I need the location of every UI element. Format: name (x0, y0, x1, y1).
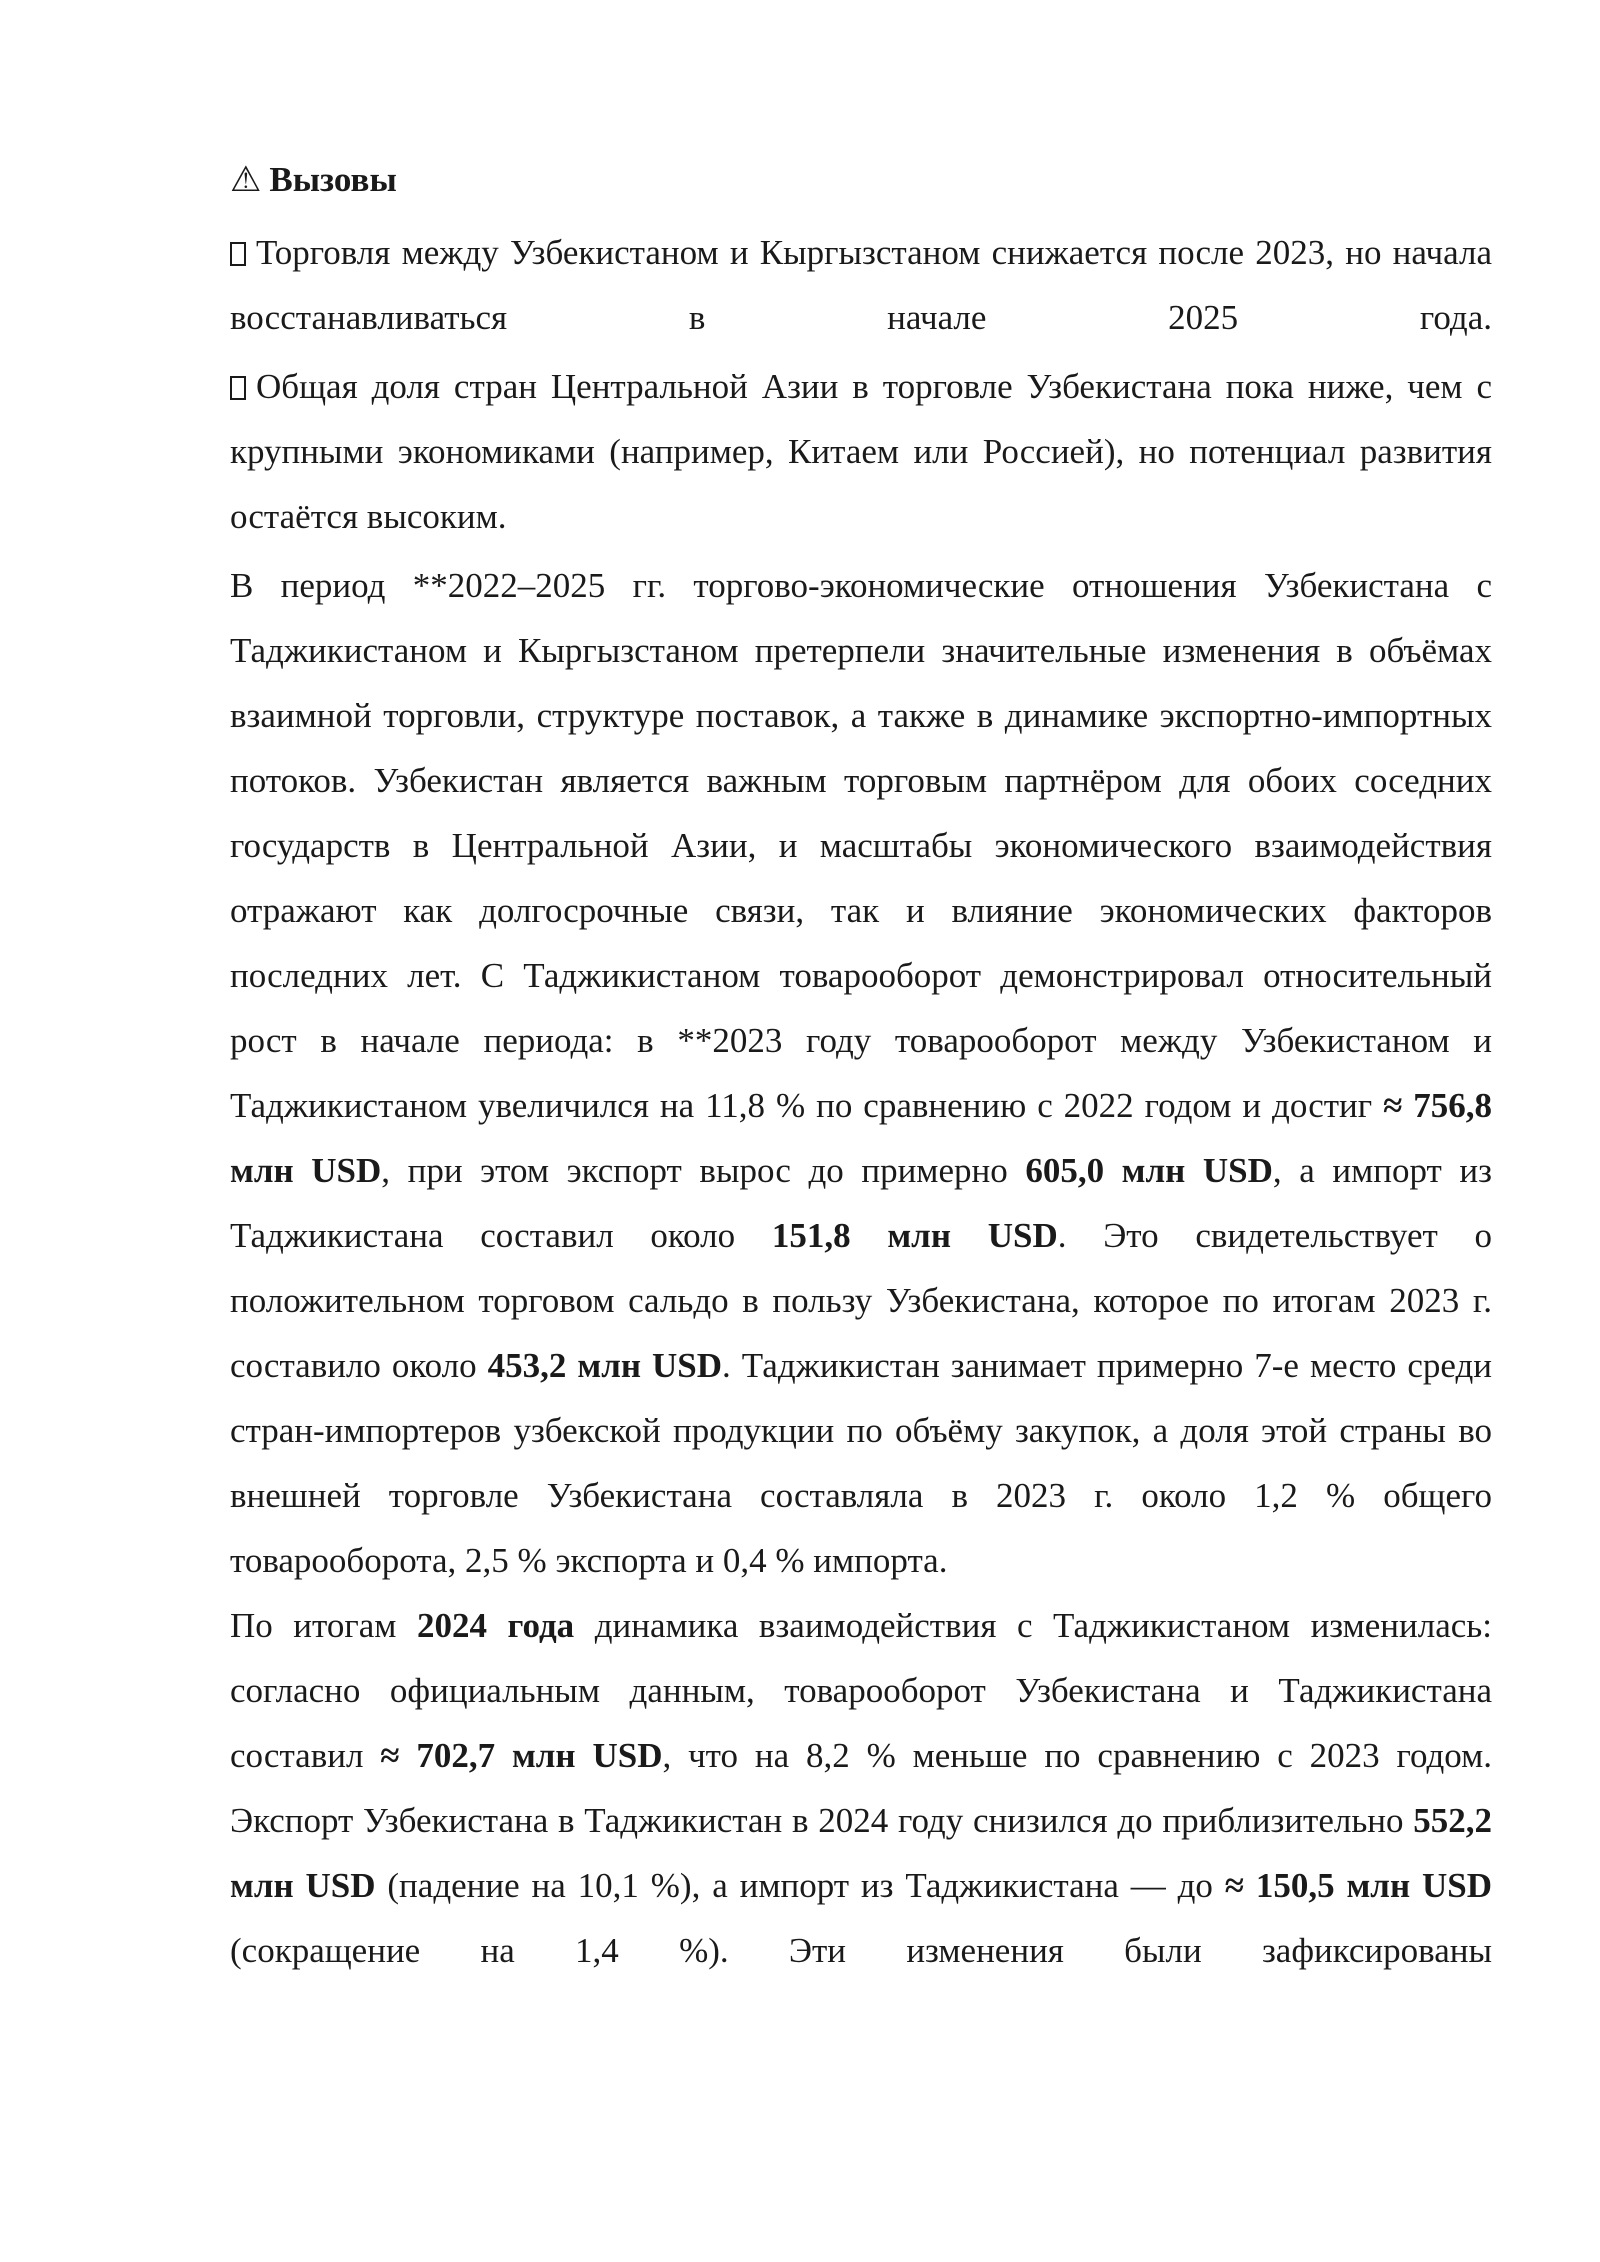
bold-value: 151,8 млн USD (771, 1216, 1058, 1255)
bold-value: 2024 года (416, 1606, 575, 1645)
bold-value: ≈ 702,7 млн USD (380, 1736, 663, 1775)
challenge-bullet-1 (230, 220, 1492, 350)
text-run: . Это свидетельствует о положительном торговом сальдо в пользу Узбекистана, которое по итогам 2023 г. составило около (230, 1216, 1492, 1385)
challenges-heading (230, 152, 1492, 208)
paragraph-tajikistan-2023 (230, 553, 1492, 1593)
bold-value: ≈ 150,5 млн USD (1224, 1866, 1492, 1905)
text-run: По итогам (230, 1606, 417, 1645)
challenge-bullet-2 (230, 354, 1492, 549)
text-run: (падение на 10,1 %), а импорт из Таджикистана — до (375, 1866, 1225, 1905)
text-run: , а импорт из Таджикистана составил около (230, 1151, 1492, 1255)
warning-icon: ⚠ (230, 160, 262, 199)
text-run: (сокращение на 1,4 %). Эти изменения были зафиксированы (230, 1931, 1492, 1970)
text-run: В период **2022–2025 гг. торгово-экономические отношения Узбекистана с Таджикистаном и Кыргызстаном претерпели значительные изменения в объёмах взаимной торговли, структуре поставок, а также в динамике экспортно-импортных потоков. Узбекистан является важным торговым партнёром для обоих соседних государств в Центральной Азии, и масштабы экономического взаимодействия отражают как долгосрочные связи, так и влияние экономических факторов последних лет. С Таджикистаном товарооборот демонстрировал относительный рост в начале периода: в **2023 году товарооборот между Узбекистаном и Таджикистаном увеличился на 11,8 % по сравнению с 2022 годом и достиг (230, 566, 1492, 1125)
document-body (230, 152, 1492, 1983)
paragraph-tajikistan-2024 (230, 1593, 1492, 1983)
bold-value: ≈ 756,8 млн USD (230, 1086, 1492, 1190)
bold-value: 453,2 млн USD (487, 1346, 723, 1385)
text-run: динамика взаимодействия с Таджикистаном изменилась: согласно официальным данным, товарооборот Узбекистана и Таджикистана составил (230, 1606, 1492, 1775)
text-run: . Таджикистан занимает примерно 7-е место среди стран-импортеров узбекской продукции по объёму закупок, а доля этой страны во внешней торговле Узбекистана составляла в 2023 г. около 1,2 % общего товарооборота, 2,5 % экспорта и 0,4 % импорта. (230, 1346, 1492, 1580)
bold-value: 552,2 млн USD (230, 1801, 1492, 1905)
text-run: , что на 8,2 % меньше по сравнению с 2023 годом. Экспорт Узбекистана в Таджикистан в 2024 году снизился до приблизительно (230, 1736, 1492, 1840)
challenges-title: Вызовы (269, 160, 397, 199)
bullet-box-icon (230, 376, 246, 400)
challenge-bullet-text-2: Общая доля стран Центральной Азии в торговле Узбекистана пока ниже, чем с крупными экономиками (например, Китаем или Россией), но потенциал развития остаётся высоким. (230, 367, 1492, 536)
text-run: , при этом экспорт вырос до примерно (381, 1151, 1026, 1190)
bullet-box-icon (230, 242, 246, 266)
bold-value: 605,0 млн USD (1025, 1151, 1273, 1190)
challenge-bullet-text-1: Торговля между Узбекистаном и Кыргызстаном снижается после 2023, но начала восстанавливаться в начале 2025 года. (230, 233, 1492, 337)
